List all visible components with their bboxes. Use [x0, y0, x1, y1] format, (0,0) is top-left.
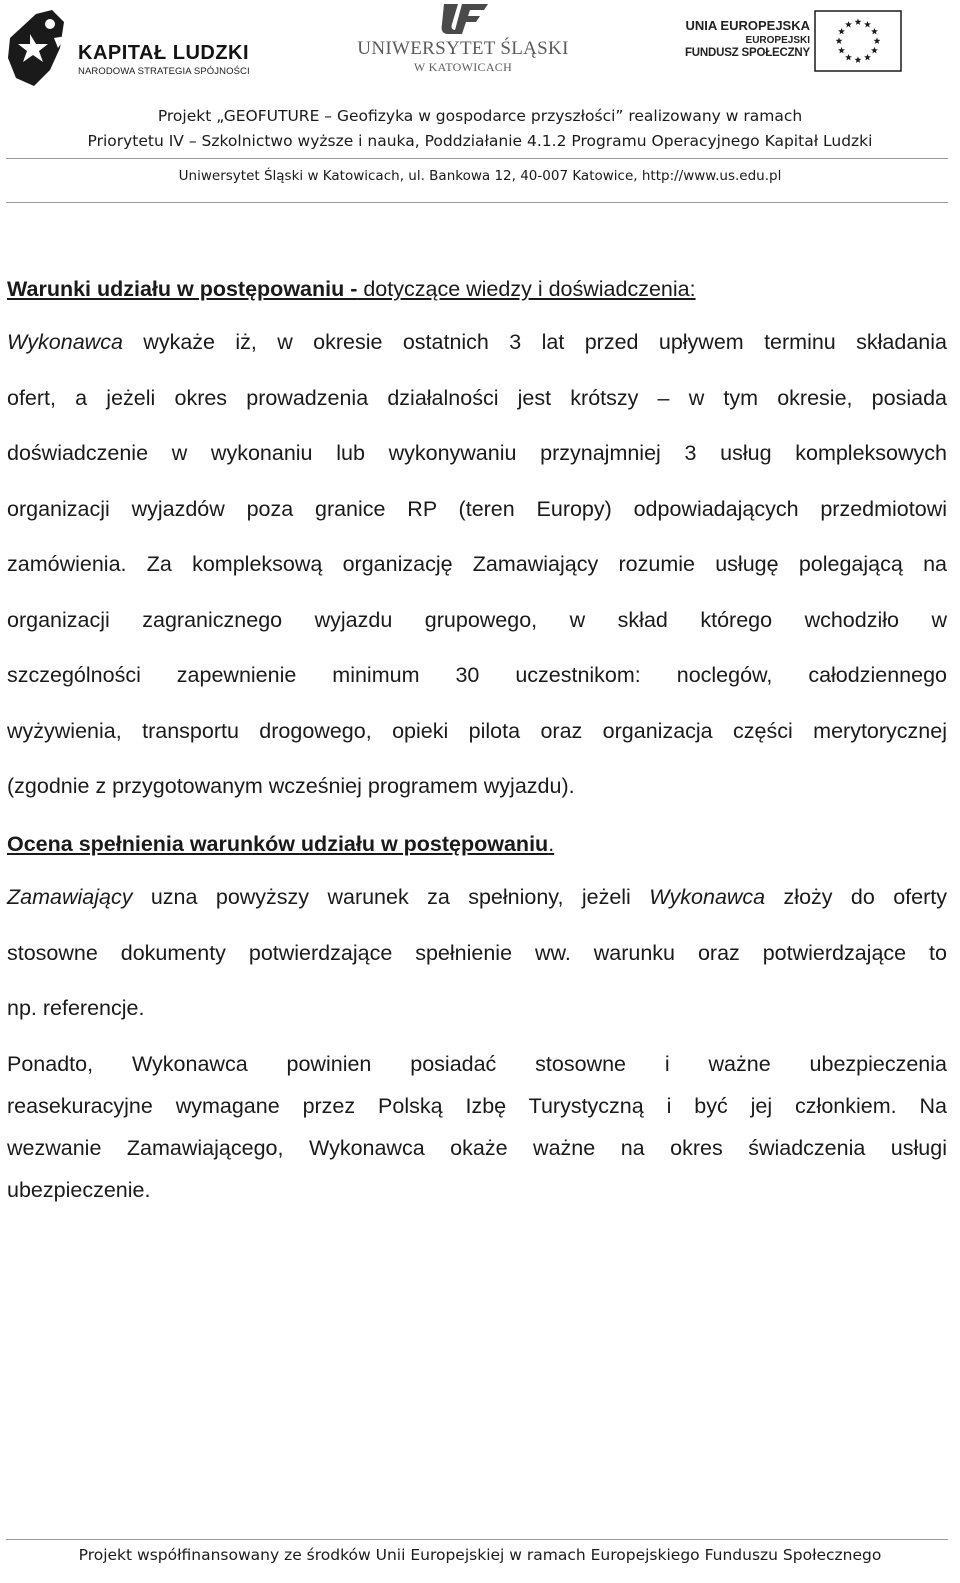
- unia-europejska-line2: EUROPEJSKI: [745, 35, 810, 46]
- footer-divider: [6, 1539, 948, 1540]
- kapital-ludzki-logo: [6, 8, 256, 88]
- contractor-term: Wykonawca: [649, 885, 766, 909]
- eu-flag-icon: [814, 10, 902, 72]
- conditions-heading-bold: Warunki udziału w postępowaniu -: [7, 277, 358, 301]
- uniwersytet-name: UNIWERSYTET ŚLĄSKI: [357, 38, 569, 59]
- header-address-line: Uniwersytet Śląski w Katowicach, ul. Bankowa 12, 40-007 Katowice, http://www.us.edu.pl: [178, 168, 782, 184]
- assessment-heading-text: Ocena spełnienia warunków udziału w postępowaniu: [7, 832, 549, 856]
- insurance-paragraph: [7, 1043, 947, 1211]
- conditions-heading-rest: dotyczące wiedzy i doświadczenia:: [357, 277, 696, 301]
- paragraph-line: zamówienia. Za kompleksową organizację Zamawiający rozumie usługę polegającą na: [7, 552, 947, 576]
- contractor-term: Wykonawca: [7, 330, 123, 354]
- header-divider: [6, 158, 948, 159]
- header-priority-line: Priorytetu IV – Szkolnictwo wyższe i nauka, Poddziałanie 4.1.2 Programu Operacyjnego Kapitał Ludzki: [87, 132, 873, 150]
- unia-europejska-line1: UNIA EUROPEJSKA: [685, 18, 810, 33]
- header-divider-bottom: [6, 202, 948, 203]
- paragraph-line: Wykonawca wykaże iż, w okresie ostatnich 3 lat przed upływem terminu składania: [7, 330, 947, 354]
- unia-europejska-text: [685, 18, 810, 59]
- uniwersytet-slaski-logo: [348, 2, 578, 82]
- kapital-ludzki-title: KAPITAŁ LUDZKI: [78, 42, 250, 64]
- uniwersytet-city: W KATOWICACH: [413, 60, 513, 74]
- paragraph-line: wyżywienia, transportu drogowego, opieki pilota oraz organizacja części merytorycznej: [7, 718, 947, 743]
- paragraph-line: np. referencje.: [7, 996, 145, 1020]
- unia-europejska-logo: [680, 8, 910, 78]
- assessment-paragraph: [7, 870, 947, 1037]
- kapital-ludzki-emblem-icon: [6, 8, 72, 88]
- conditions-heading: [7, 269, 947, 309]
- paragraph-line: stosowne dokumenty potwierdzające spełnienie ww. warunku oraz potwierdzające to: [7, 940, 947, 965]
- kapital-ludzki-subtitle: NARODOWA STRATEGIA SPÓJNOŚCI: [78, 66, 250, 77]
- paragraph-line: ofert, a jeżeli okres prowadzenia działalności jest krótszy – w tym okresie, posiada: [7, 385, 947, 410]
- paragraph-line: organizacji wyjazdów poza granice RP (teren Europy) odpowiadających przedmiotowi: [7, 496, 947, 521]
- conditions-paragraph: [7, 315, 947, 815]
- assessment-heading: Ocena spełnienia warunków udziału w postępowaniu.: [7, 832, 555, 856]
- footer-cofinancing-note: Projekt współfinansowany ze środków Unii Europejskiej w ramach Europejskiego Funduszu Społecznego: [78, 1546, 882, 1564]
- header-project-line: Projekt „GEOFUTURE – Geofizyka w gospodarce przyszłości” realizowany w ramach: [157, 107, 803, 125]
- unia-europejska-line3: FUNDUSZ SPOŁECZNY: [684, 47, 810, 59]
- paragraph-line: szczególności zapewnienie minimum 30 uczestnikom: noclegów, całodziennego: [7, 663, 947, 687]
- paragraph-line: wezwanie Zamawiającego, Wykonawca okaże ważne na okres świadczenia usługi: [7, 1136, 947, 1160]
- uniwersytet-slaski-emblem-icon: [436, 2, 490, 36]
- paragraph-line: (zgodnie z przygotowanym wcześniej programem wyjazdu).: [7, 774, 575, 798]
- paragraph-line: reasekuracyjne wymagane przez Polską Izbę Turystyczną i być jej członkiem. Na: [7, 1094, 947, 1118]
- paragraph-line: Zamawiający uzna powyższy warunek za spełniony, jeżeli Wykonawca złoży do oferty: [7, 885, 948, 909]
- paragraph-line: organizacji zagranicznego wyjazdu grupowego, w skład którego wchodziło w: [7, 607, 947, 632]
- paragraph-line: Ponadto, Wykonawca powinien posiadać stosowne i ważne ubezpieczenia: [7, 1052, 947, 1076]
- paragraph-line: ubezpieczenie.: [7, 1178, 151, 1202]
- paragraph-line: doświadczenie w wykonaniu lub wykonywaniu przynajmniej 3 usług kompleksowych: [7, 441, 947, 465]
- ordering-party-term: Zamawiający: [7, 885, 133, 909]
